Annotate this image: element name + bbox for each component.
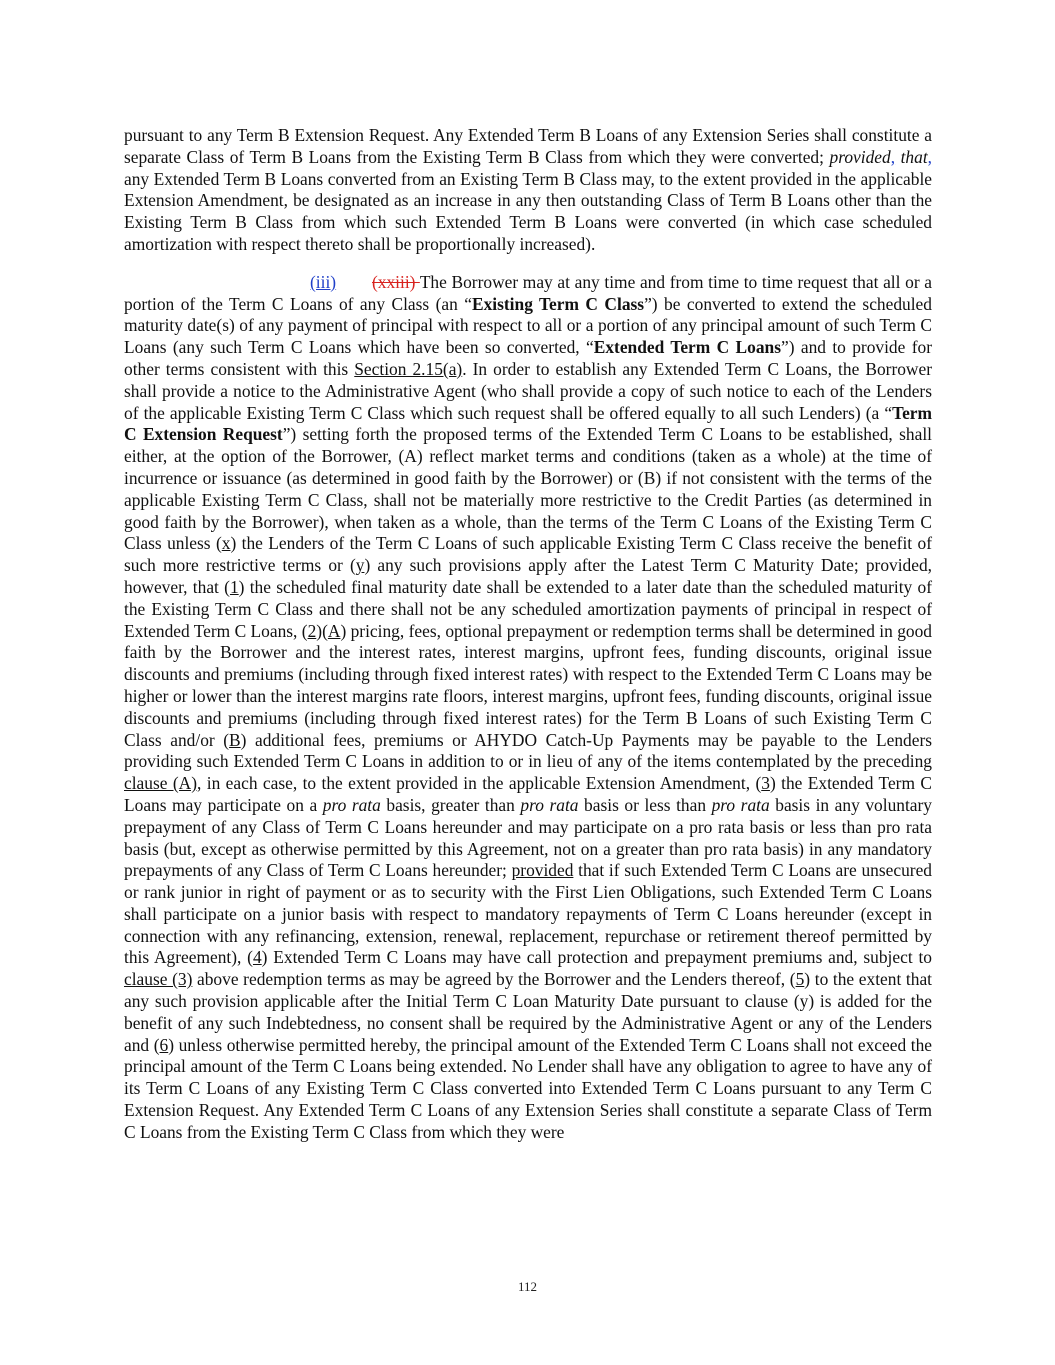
text-run: The Borrower may at any time and from time to time request that all or a portion of the Term C Loans of any Class (an “ <box>124 271 932 314</box>
text-run: . In order to establish any Extended Term C Loans, the Borrower shall provide a notice to the Administrative Agent (who shall provide a copy of such notice to each of the Lenders of the applicable Existing Term C Class which such request shall be offered equally to all such Lenders) (a “ <box>124 358 932 423</box>
clause-marker: A <box>327 620 341 641</box>
deleted-clause-number: (xxiii) <box>372 271 420 292</box>
document-page <box>124 125 932 1144</box>
clause-marker: 1 <box>229 576 239 597</box>
text-run: ) the scheduled final maturity date shall be extended to a later date than the scheduled maturity of the Existing Term C Class and there shall not be any scheduled amortization payments of principal in respect of Extended Term C Loans, ( <box>124 576 932 641</box>
text-run: basis in any voluntary prepayment of any Class of Term C Loans hereunder and may participate on a pro rata basis or less than pro rata basis (but, except as otherwise permitted by this Agreement, not on a greater than pro rata basis) in any mandatory prepayments of any Class of Term C Loans hereunder; <box>124 794 933 881</box>
text-run: ) additional fees, premiums or AHYDO Catch-Up Payments may be payable to the Lenders providing such Extended Term C Loans in addition to or in lieu of any of the items contemplated by the preceding <box>124 729 932 772</box>
inserted-clause-number: (iii) <box>310 271 337 292</box>
clause-marker: B <box>229 729 241 750</box>
section-reference: Section 2.15(a) <box>354 358 463 379</box>
defined-term: Term C Extension Request <box>124 402 932 445</box>
text-run: ”) and to provide for other terms consistent with this <box>124 337 932 379</box>
text-run: basis, greater than <box>380 794 521 815</box>
clause-marker: 6 <box>159 1034 169 1055</box>
clause-reference: clause (A) <box>124 773 197 794</box>
text-run: ) Extended Term C Loans may have call protection and prepayment premiums and, subject to <box>261 947 932 968</box>
clause-marker: 5 <box>795 969 805 990</box>
text-run: ”) be converted to extend the scheduled maturity date(s) of any payment of principal with respect to all or a portion of any principal amount of such Term C Loans (any such Term C Loans which have been so converted, “ <box>124 293 932 358</box>
text-run: ) the Lenders of the Term C Loans of such applicable Existing Term C Class receive the benefit of such more restrictive terms or ( <box>124 533 932 576</box>
paragraph-term-c-extension <box>124 272 932 1144</box>
provided-underlined: provided <box>511 860 574 881</box>
clause-marker: x <box>221 533 231 554</box>
text-run: , in each case, to the extent provided in the applicable Extension Amendment, ( <box>197 773 762 794</box>
pro-rata-italic: pro rata <box>520 794 579 815</box>
that-italic: that <box>895 146 928 167</box>
text-run: ) to the extent that any such provision applicable after the Initial Term C Loan Maturity Date pursuant to clause (y) is added for the benefit of any such Indebtedness, no consent shall be required by the Administrative Agent or any of the Lenders and ( <box>124 969 933 1055</box>
defined-term: Extended Term C Loans <box>593 337 781 358</box>
text-run: ) unless otherwise permitted hereby, the principal amount of the Extended Term C Loans shall not exceed the principal amount of the Term C Loans being extended. No Lender shall have any obligation to agree to have any of its Term C Loans of any Existing Term C Class converted into Extended Term C Loans pursuant to any Term C Extension Request. Any Extended Term C Loans of any Extension Series shall constitute a separate Class of Term C Loans from the Existing Term C Class from which they were <box>124 1034 932 1142</box>
text-run: pursuant to any Term B Extension Request. Any Extended Term B Loans of any Extension Series shall constitute a separate Class of Term B Loans from the Existing Term B Class from which they were converted; <box>124 125 932 167</box>
text-run: basis or less than <box>578 794 712 815</box>
clause-marker: 2 <box>307 620 317 641</box>
text-run: that if such Extended Term C Loans are unsecured or rank junior in right of payment or as to security with the First Lien Obligations, such Extended Term C Loans shall participate on a junior basis with respect to mandatory repayments of Term C Loans hereunder (except in connection with any refinancing, extension, renewal, replacement, repurchase or retirement thereof permitted by this Agreement), ( <box>124 860 932 968</box>
text-run: ) pricing, fees, optional prepayment or redemption terms shall be determined in good faith by the Borrower and the interest rates, interest margins, upfront fees, funding discounts, original issue discounts and premiums (including through fixed interest rates) with respect to the Extended Term C Loans may be higher or lower than the interest margins rate floors, interest margins, upfront fees, funding discounts, original issue discounts and premiums (including through fixed interest rates) for the Term B Loans of such Existing Term C Class and/or ( <box>124 620 932 750</box>
pro-rata-italic: pro rata <box>322 794 381 815</box>
clause-marker: y <box>355 555 365 576</box>
text-run: ) any such provisions apply after the Latest Term C Maturity Date; provided, however, that ( <box>124 555 932 597</box>
text-run: ”) setting forth the proposed terms of the Extended Term C Loans to be established, shall either, at the option of the Borrower, (A) reflect market terms and conditions (taken as a whole) at the time of incurrence or issuance (as determined in good faith by the Borrower) or (B) if not consistent with the terms of the applicable Existing Term C Class, shall not be materially more restrictive to the Credit Parties (as determined in good faith by the Borrower), when taken as a whole, than the terms of the Term C Loans of the Existing Term C Class unless ( <box>124 424 932 554</box>
provided-italic: provided <box>829 146 891 167</box>
clause-reference: clause (3) <box>124 969 193 990</box>
clause-marker: 4 <box>252 947 262 968</box>
page-number: 112 <box>517 1279 538 1294</box>
text-run: above redemption terms as may be agreed by the Borrower and the Lenders thereof, ( <box>192 969 796 990</box>
inserted-comma: , <box>927 146 933 167</box>
clause-marker: 3 <box>761 773 770 794</box>
inserted-comma: , <box>890 146 896 167</box>
defined-term: Existing Term C Class <box>472 293 645 314</box>
text-run: )( <box>316 620 328 641</box>
text-run: ) the Extended Term C Loans may participate on a <box>124 773 932 815</box>
pro-rata-italic: pro rata <box>711 794 770 815</box>
text-run: any Extended Term B Loans converted from an Existing Term B Class may, to the extent provided in the applicable Extension Amendment, be designated as an increase in any then outstanding Class of Term B Loans other than the Existing Term B Class from which such Extended Term B Loans were converted (in which case scheduled amortization with respect thereto shall be proportionally increased). <box>124 168 932 254</box>
paragraph-term-b-continuation <box>124 125 932 256</box>
